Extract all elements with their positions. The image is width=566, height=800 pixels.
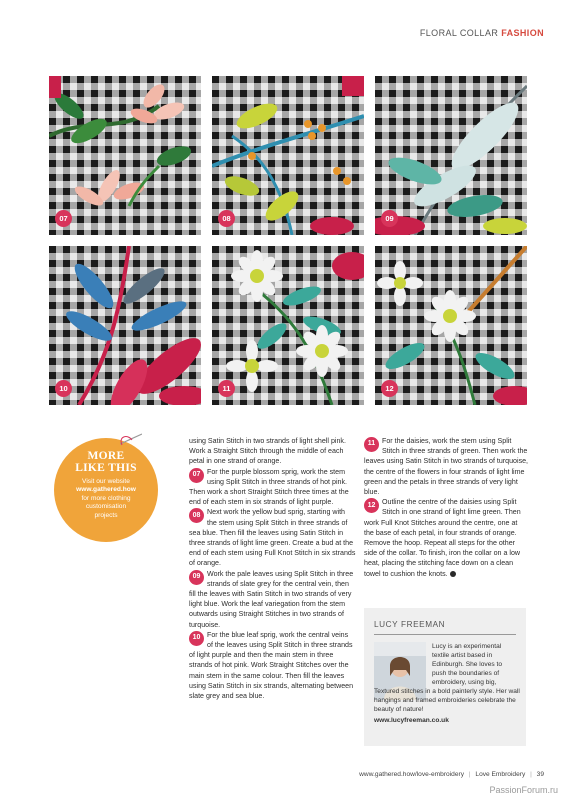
step-badge: 08 xyxy=(218,210,235,227)
step-text: Outline the centre of the daisies using Split Stitch in one strand of light lime green. Then work Full Knot Stitches around the centre, one at the base of each petal, in four strands of orange. Remove the hoop. Repeat all steps for the other side of the collar. To finish, iron the collar on a low heat, placing the stitching face down on a clean towel to cushion the knots. xyxy=(364,498,521,578)
promo-line-1: Visit our website xyxy=(82,478,130,485)
step-badge: 09 xyxy=(381,210,398,227)
step-12 xyxy=(364,497,529,579)
promo-title-1: MORE xyxy=(87,450,125,462)
step-text: For the purple blossom sprig, work the stem using Split Stitch in three strands of hot pink. Then work a short Straight Stitch three times at the end of each stem in six strands of light purple. xyxy=(189,467,349,507)
intro-paragraph: using Satin Stitch in two strands of light shell pink. Work a Straight Stitch through the middle of each petal in one strand of orange. xyxy=(189,437,346,466)
promo-website-link[interactable]: www.gathered.how xyxy=(76,486,136,494)
promo-title-2: LIKE THIS xyxy=(75,462,137,474)
step-badge: 11 xyxy=(218,380,235,397)
instructions-column-3 xyxy=(364,436,529,579)
step-text: For the blue leaf sprig, work the central veins of the leaves using Split Stitch in three strands of light purple and then the main stem in three strands of hot pink. Work Straight Stitches over the main stem in the same colour. Then fill the leaves using Satin Stitch in six strands, alternating between slate grey and sea blue. xyxy=(189,630,354,701)
promo-line-4: customisation xyxy=(85,503,127,511)
designer-name: LUCY FREEMAN xyxy=(374,620,446,629)
instructions-column-2 xyxy=(189,436,356,701)
photo-step-12 xyxy=(375,246,527,405)
step-number: 12 xyxy=(364,498,379,513)
designer-bio-box xyxy=(364,608,526,746)
photo-step-07 xyxy=(49,76,201,235)
bio-line: Edinburgh. She loves to xyxy=(432,661,503,668)
section-label: FLORAL COLLAR xyxy=(419,28,499,38)
bio-line: push the boundaries of xyxy=(432,670,500,677)
bio-line: Lucy is an experimental xyxy=(432,643,502,650)
designer-bio xyxy=(374,642,524,725)
bio-line: Textured stitches in a bold painterly style. Her wall hangings and framed embroideries celebrate the beauty of nature! xyxy=(374,688,520,713)
bio-line: textile artist based in xyxy=(432,652,493,659)
step-09 xyxy=(189,569,356,630)
step-text: For the daisies, work the stem using Split Stitch in three strands of green. Then work the leaves using Satin Stitch in two strands of turquoise, the centre of the flowers in four strands of light lime green and the petals in three strands of very light blue. xyxy=(364,437,529,497)
more-like-this-promo xyxy=(54,438,158,542)
footer-site: www.gathered.how/love-embroidery xyxy=(359,771,464,778)
photo-step-11 xyxy=(212,246,364,405)
watermark: PassionForum.ru xyxy=(489,785,558,795)
step-badge: 12 xyxy=(381,380,398,397)
page-number: 39 xyxy=(536,771,544,778)
step-08 xyxy=(189,507,356,568)
footer-separator: | xyxy=(530,771,532,778)
step-badge: 10 xyxy=(55,380,72,397)
step-number: 07 xyxy=(189,468,204,483)
step-10 xyxy=(189,630,356,701)
step-number: 09 xyxy=(189,570,204,585)
step-text: Next work the yellow bud sprig, starting with the stem using Split Stitch in three strands of sea blue. Then fill the leaves using Satin Stitch in three strands of light lime green. Create a bud at the end of each stem using Full Knot Stitch in six strands of orange. xyxy=(189,508,356,568)
section-header xyxy=(420,28,544,38)
footer-magazine: Love Embroidery xyxy=(475,771,526,778)
step-text: Work the pale leaves using Split Stitch in three strands of slate grey for the central vein, then fill the leaves with Satin Stitch in two strands of very light blue. Work the leaf variegation from the stem outwards using Straight Stitches in two strands of turquoise. xyxy=(189,569,354,629)
promo-line-5: projects xyxy=(94,511,118,519)
section-highlight: FASHION xyxy=(501,28,544,38)
page-footer xyxy=(359,771,544,778)
step-number: 10 xyxy=(189,631,204,646)
bio-divider xyxy=(374,634,516,635)
step-11 xyxy=(364,436,529,497)
step-number: 11 xyxy=(364,437,379,452)
bio-line: embroidery, using big, xyxy=(432,679,497,686)
step-number: 08 xyxy=(189,508,204,523)
needle-icon xyxy=(120,432,142,446)
photo-step-10 xyxy=(49,246,201,405)
designer-website-link[interactable]: www.lucyfreeman.co.uk xyxy=(374,717,449,724)
photo-step-08 xyxy=(212,76,364,235)
footer-separator: | xyxy=(468,771,471,778)
promo-line-3: for more clothing xyxy=(81,494,131,502)
step-07 xyxy=(189,467,356,508)
step-badge: 07 xyxy=(55,210,72,227)
photo-step-09 xyxy=(375,76,527,235)
end-mark-icon xyxy=(450,571,456,577)
